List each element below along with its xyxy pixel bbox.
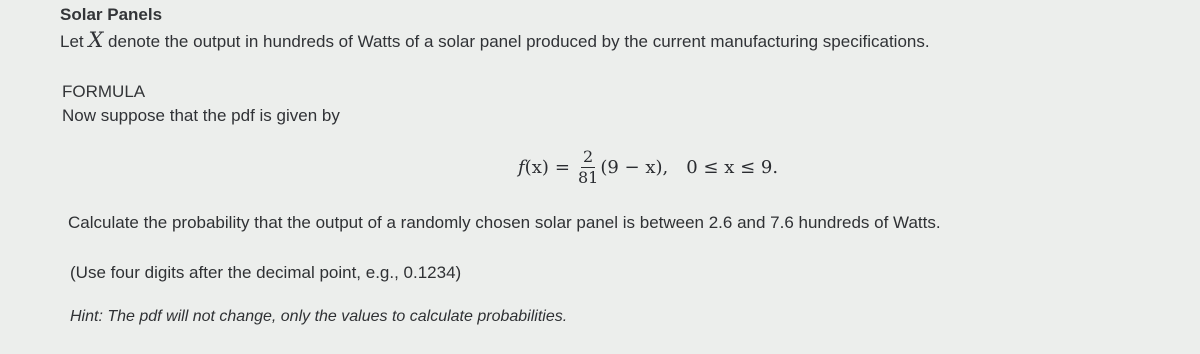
description-prefix: Let xyxy=(60,32,89,51)
formula-intro: Now suppose that the pdf is given by xyxy=(62,106,340,125)
problem-hint: Hint: The pdf will not change, only the values to calculate probabilities. xyxy=(70,308,568,325)
fraction-numerator: 2 xyxy=(583,146,594,166)
formula-equals: = xyxy=(554,156,570,178)
formula-domain: 0 ≤ x ≤ 9. xyxy=(686,156,779,178)
random-variable: X xyxy=(88,28,104,52)
formula-factor: (9 − x), xyxy=(600,156,669,178)
formula-heading: FORMULA xyxy=(62,82,146,101)
problem-question: Calculate the probability that the output of a randomly chosen solar panel is between 2.6 and 7.6 hundreds of Watts. xyxy=(68,213,941,232)
precision-hint: (Use four digits after the decimal point, e.g., 0.1234) xyxy=(70,263,462,282)
pdf-formula xyxy=(518,140,778,194)
description-suffix: denote the output in hundreds of Watts of a solar panel produced by the current manufacturing specifications. xyxy=(103,32,930,51)
formula-argument: (x) xyxy=(524,156,549,178)
problem-description xyxy=(60,28,930,52)
formula-fraction xyxy=(577,146,599,187)
problem-title: Solar Panels xyxy=(60,5,163,24)
fraction-denominator: 81 xyxy=(577,167,599,187)
formula-function: f xyxy=(518,156,525,178)
